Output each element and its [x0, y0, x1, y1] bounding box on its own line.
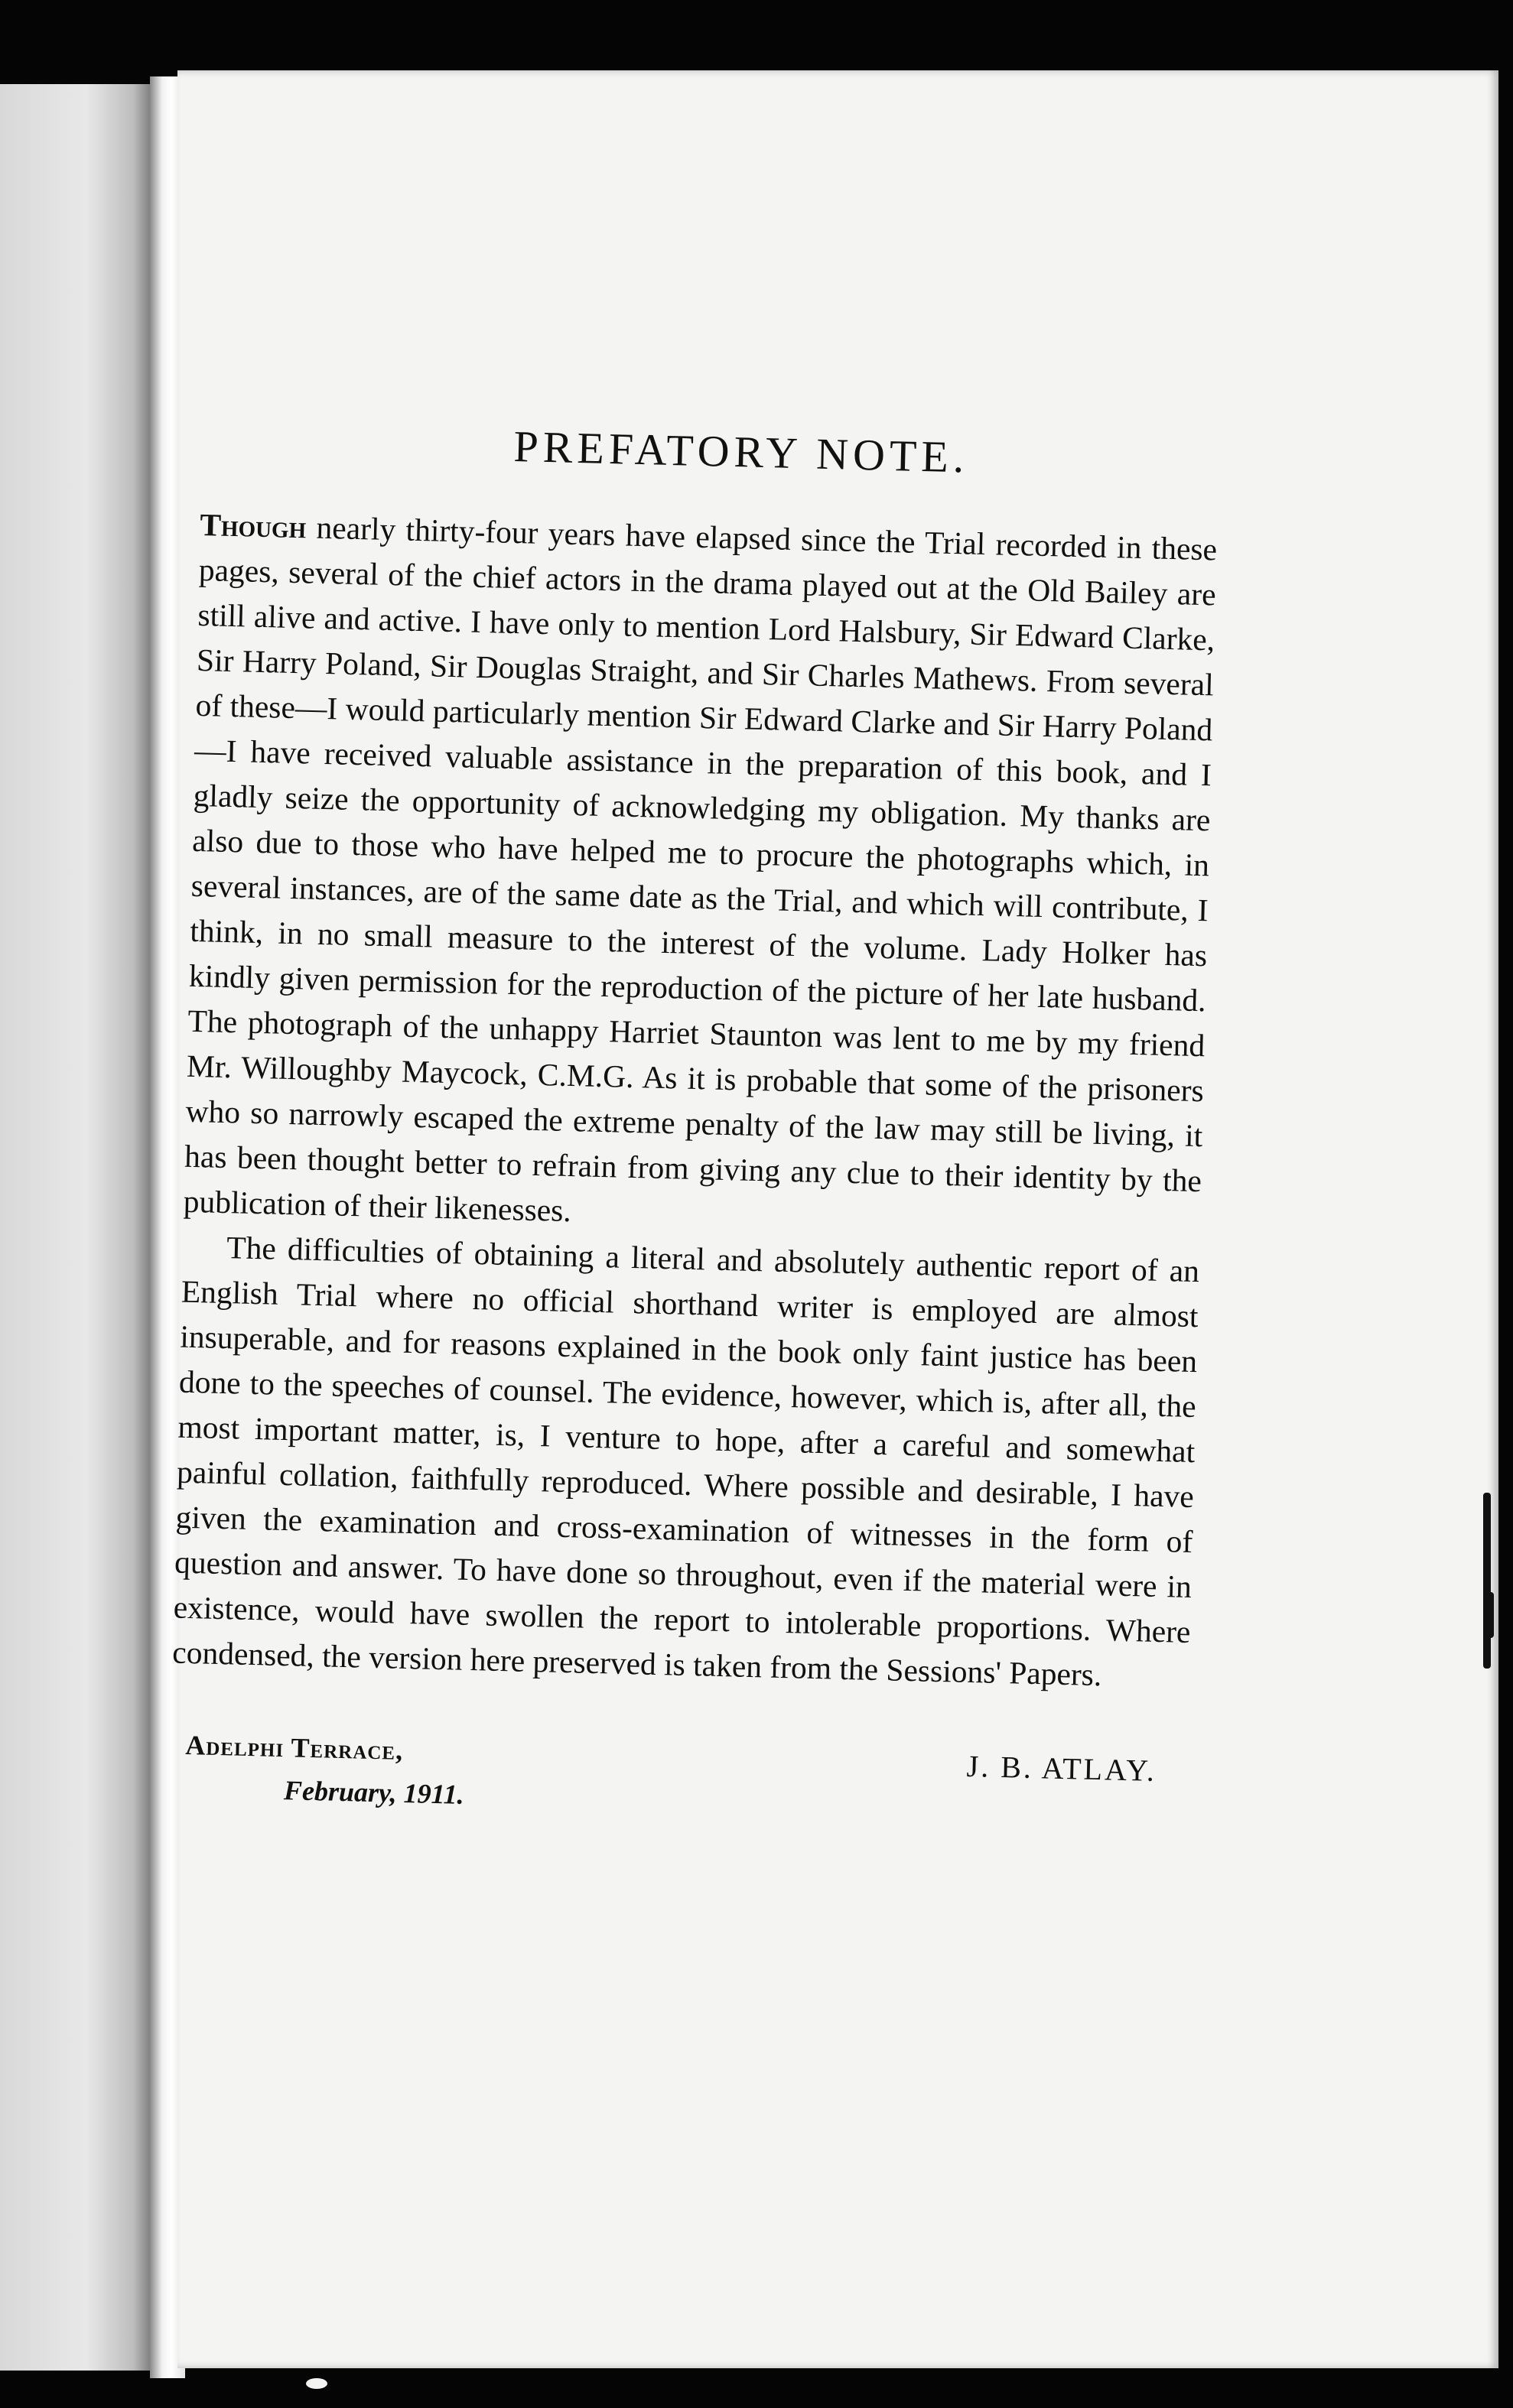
- signoff-author: J. B. ATLAY.: [966, 1748, 1157, 1788]
- page-edge-mark: [1483, 1493, 1491, 1669]
- paragraph-acknowledgements: [183, 502, 1218, 1249]
- paragraph-difficulties: The difficulties of obtaining a literal and absolutely authentic report of an English Trial where no official shorthand writer is employed are almost insuperable, and for reasons explained in the book only faint justice has been done to the speeches of counsel. The evidence, however, which is, after all, the most important matter, is, I venture to hope, after a careful and somewhat painful collation, faithfully reproduced. Where possible and desirable, I have given the examination and cross-examination of witnesses in the form of question and answer. To have done so throughout, even if the material were in existence, would have swollen the report to intolerable proportions. Where condensed, the version here preserved is taken from the Sessions' Papers.: [171, 1230, 1200, 1693]
- signoff-place: Adelphi Terrace,: [184, 1729, 404, 1766]
- facing-page-edge: [0, 84, 157, 2371]
- paragraph-text: nearly thirty-four years have elapsed since the Trial recorded in these pages, several of the chief actors in the drama played out at the Old Bailey are still alive and active. I have only to mention Lord Halsbury, Sir Edward Clarke, Sir Harry Poland, Sir Douglas Straight, and Sir Charles Mathews. From several of these—I would particularly mention Sir Edward Clarke and Sir Harry Poland—I have received valuable assistance in the preparation of this book, and I gladly seize the opportunity of acknowledging my obligation. My thanks are also due to those who have helped me to procure the photographs which, in several instances, are of the same date as the Trial, and which will contribute, I think, in no small measure to the interest of the volume. Lady Holker has kindly given permission for the reproduction of the picture of her late husband. The photograph of the unhappy Harriet Staunton was lent to me by my friend Mr. Willoughby Maycock, C.M.G. As it is probable that some of the prisoners who so narrowly escaped the extreme penalty of the law may still be living, it has been thought better to refrain from giving any clue to their identity by the publication of their likenesses.: [183, 509, 1218, 1229]
- page-edge-mark: [1483, 1592, 1494, 1638]
- page-title: PREFATORY NOTE.: [512, 421, 970, 483]
- page-content: [168, 413, 1220, 1860]
- signoff-date: February, 1911.: [283, 1775, 465, 1810]
- scan-artifact: [306, 2378, 327, 2389]
- drop-word: Though: [199, 506, 307, 545]
